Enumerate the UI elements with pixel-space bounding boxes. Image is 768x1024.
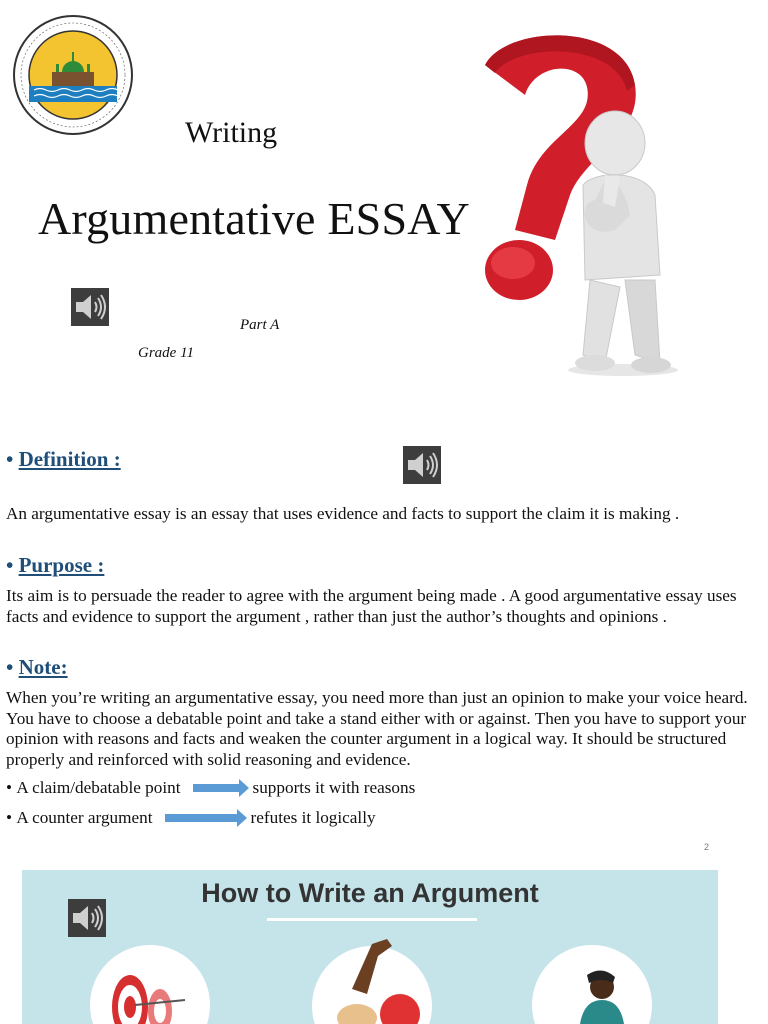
bullet: • xyxy=(6,808,13,827)
page-number: 2 xyxy=(704,842,710,852)
purpose-heading: • Purpose : xyxy=(6,553,105,577)
argument-image-slide xyxy=(22,870,718,1024)
part-label: Part A xyxy=(240,317,280,333)
title-underline xyxy=(267,918,477,921)
claim-row xyxy=(6,778,415,798)
speaker-icon[interactable] xyxy=(68,899,106,937)
title-slide xyxy=(0,0,768,400)
note-heading: • Note: xyxy=(6,655,68,679)
bullet: • xyxy=(6,553,14,577)
counter-label: A counter argument xyxy=(16,808,153,827)
person-illustration xyxy=(532,945,652,1024)
subject-label: Writing xyxy=(185,116,278,149)
school-seal-logo xyxy=(12,14,134,136)
bullet: • xyxy=(6,447,14,471)
question-mark-figure xyxy=(455,25,695,380)
counter-result: refutes it logically xyxy=(250,808,376,827)
speaker-icon[interactable] xyxy=(71,288,109,326)
bullet: • xyxy=(6,655,14,679)
note-text: When you’re writing an argumentative essay, you need more than just an opinion to make your voice heard. You have to choose a debatable point and take a stand either with or against. Then you have to support your opinion with reasons and facts and weaken the counter argument in a logical way. It should be structured properly and reinforced with solid reasoning and evidence. xyxy=(6,688,748,769)
claim-label: A claim/debatable point xyxy=(16,778,181,797)
counter-row xyxy=(6,808,376,828)
image-title: How to Write an Argument xyxy=(201,878,539,908)
right-arrow-icon xyxy=(165,814,237,822)
target-illustration xyxy=(90,945,210,1024)
definition-slide xyxy=(0,440,768,860)
definition-heading: • Definition : xyxy=(6,447,121,471)
hands-illustration xyxy=(312,934,432,1024)
right-arrow-icon xyxy=(193,784,239,792)
claim-result: supports it with reasons xyxy=(252,778,416,797)
speaker-icon[interactable] xyxy=(403,446,441,484)
purpose-text: Its aim is to persuade the reader to agree with the argument being made . A good argumentative essay uses facts and evidence to support the argument , rather than just the author’s thoughts and opinions . xyxy=(6,586,737,626)
grade-label: Grade 11 xyxy=(138,345,194,361)
definition-text: An argumentative essay is an essay that uses evidence and facts to support the claim it is making . xyxy=(6,504,680,523)
bullet: • xyxy=(6,778,13,797)
slide-title: Argumentative ESSAY xyxy=(38,193,470,244)
